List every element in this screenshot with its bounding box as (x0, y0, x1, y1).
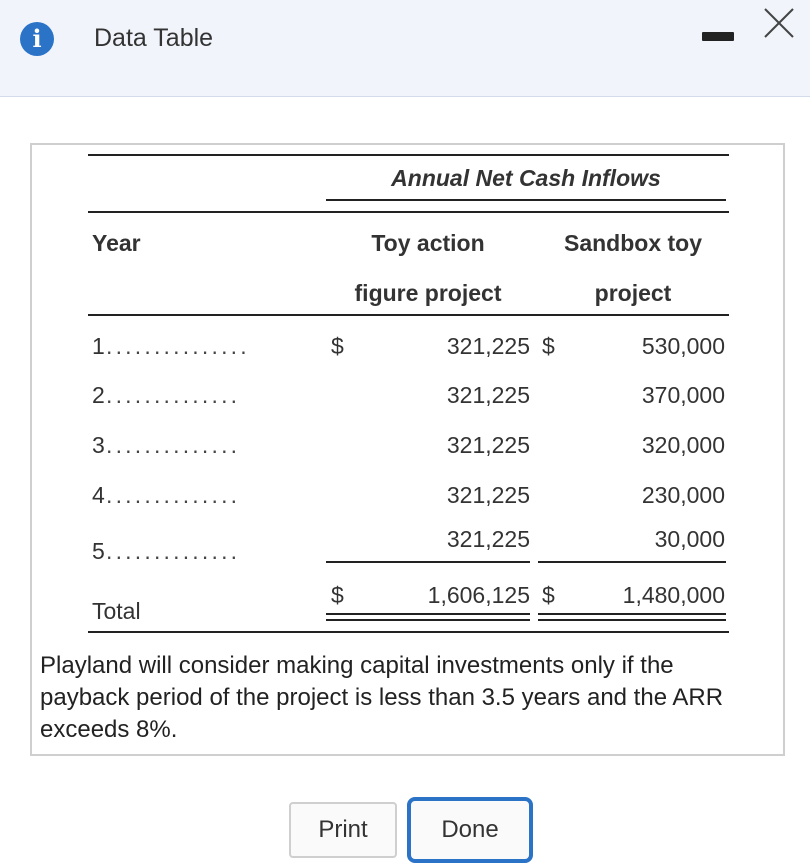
toy-subtotal-rule (326, 561, 530, 563)
currency-symbol: $ (542, 333, 555, 359)
header-top-rule (88, 211, 729, 213)
currency-symbol: $ (331, 582, 344, 608)
year-label: 5 (92, 538, 105, 564)
total-label: Total (92, 598, 141, 624)
leader-dots: .............. (106, 432, 241, 458)
column-header-sandbox-line1: Sandbox toy (563, 230, 702, 256)
year-label: 2 (92, 382, 105, 408)
header-bottom-rule (88, 314, 729, 316)
minimize-icon (702, 32, 734, 41)
sandbox-value: 230,000 (641, 482, 725, 508)
sandbox-subtotal-rule (538, 561, 726, 563)
sandbox-value: 530,000 (641, 333, 725, 359)
currency-symbol: $ (542, 582, 555, 608)
sandbox-total-double-rule-2 (538, 619, 726, 621)
toy-value: 321,225 (446, 526, 530, 552)
toy-value: 321,225 (446, 482, 530, 508)
toy-total-double-rule-1 (326, 613, 530, 615)
table-bottom-rule (88, 631, 729, 633)
table-top-rule (88, 154, 729, 156)
toy-value: 321,225 (446, 333, 530, 359)
column-header-sandbox-line2: project (594, 280, 672, 306)
leader-dots: .............. (106, 482, 241, 508)
leader-dots: .............. (106, 538, 241, 564)
toy-total: 1,606,125 (427, 582, 530, 608)
toy-value: 321,225 (446, 382, 530, 408)
info-icon: i (20, 22, 54, 56)
minimize-button[interactable] (702, 32, 734, 42)
group-header-rule (326, 199, 726, 201)
dialog-title: Data Table (94, 24, 214, 52)
sandbox-total: 1,480,000 (622, 582, 725, 608)
dialog-header (0, 0, 810, 97)
sandbox-value: 370,000 (641, 382, 725, 408)
print-button[interactable]: Print (289, 802, 397, 858)
toy-total-double-rule-2 (326, 619, 530, 621)
sandbox-value: 30,000 (654, 526, 725, 552)
group-header: Annual Net Cash Inflows (391, 165, 661, 191)
close-button[interactable] (762, 6, 796, 40)
year-label: 3 (92, 432, 105, 458)
column-header-toy-line2: figure project (354, 280, 502, 306)
toy-value: 321,225 (446, 432, 530, 458)
close-icon (762, 6, 796, 40)
currency-symbol: $ (331, 333, 344, 359)
sandbox-value: 320,000 (641, 432, 725, 458)
sandbox-total-double-rule-1 (538, 613, 726, 615)
done-button[interactable]: Done (407, 797, 533, 863)
investment-note: Playland will consider making capital investments only if the payback period of the project is less than 3.5 years and the ARR exceeds 8%. (40, 652, 724, 743)
column-header-year: Year (92, 230, 141, 256)
column-header-toy-line1: Toy action (371, 230, 485, 256)
year-label: 4 (92, 482, 105, 508)
year-label: 1 (92, 333, 105, 359)
leader-dots: ............... (106, 333, 250, 359)
leader-dots: .............. (106, 382, 241, 408)
